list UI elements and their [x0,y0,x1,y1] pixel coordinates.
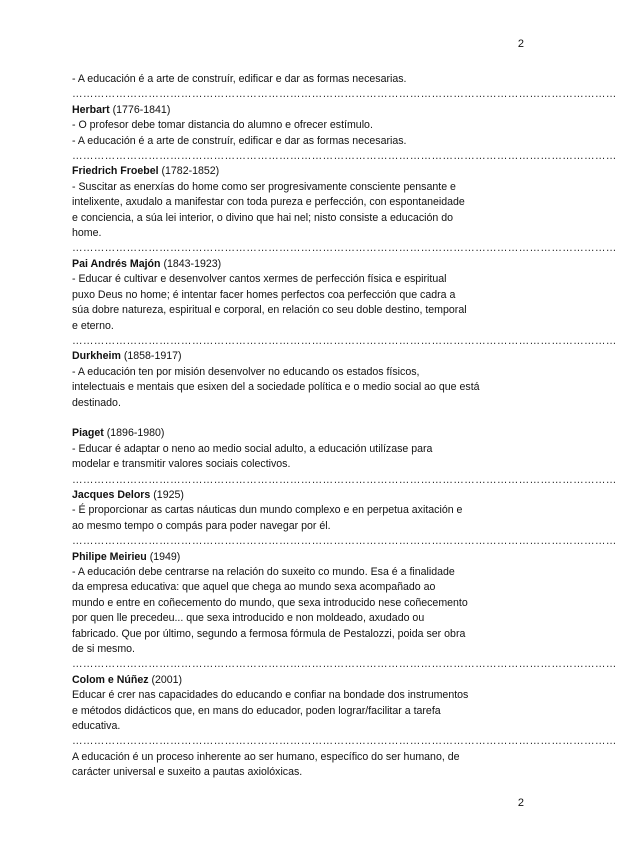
text-line: e métodos didácticos que, en mans do educador, poden lograr/facilitar a tarefa [72,704,441,717]
text-line: puxo Deus no home; é intentar facer homes perfectos coa perfección que cadra a [72,288,456,301]
dotted-separator: …………………………………………………………………………………………………………………………………… [72,473,617,486]
text-line: Educar é crer nas capacidades do educando e confiar na bondade dos instrumentos [72,689,469,702]
text-line: e eterno. [72,319,114,332]
text-line: - A educación é a arte de construír, edificar e dar as formas necesarias. [72,73,407,85]
author-name: Colom e Núñez [72,673,149,686]
dotted-separator: …………………………………………………………………………………………………………………………………… [72,735,617,748]
author-heading [72,103,532,118]
author-name: Herbart [72,103,110,116]
text-line: destinado. [72,396,121,409]
author-years: (2001) [148,673,183,686]
author-heading [72,673,532,688]
text-line: súa dobre natureza, espiritual e corporal, en relación co seu doble destino, temporal [72,304,467,317]
text-line: - Suscitar as enerxías do home como ser progresivamente consciente pensante e [72,180,456,193]
text-line: - É proporcionar as cartas náuticas dun mundo complexo e en perpetua axitación e [72,504,463,517]
text-line: home. [72,227,102,240]
text-line: e conciencia, a súa lei interior, o divino que hai nel; nisto consiste a educación do [72,211,454,224]
author-years: (1843-1923) [160,257,222,270]
document-body [72,72,617,781]
author-years: (1858-1917) [120,350,182,363]
text-line: fabricado. Que por último, segundo a fermosa fórmula de Pestalozzi, poida ser obra [72,627,466,640]
blank-line [72,411,532,426]
text-line: A educación é un proceso inherente ao ser humano, específico do ser humano, de [72,750,460,763]
text-line: intelixente, axudalo a manifestar con toda pureza e perfección, con espontaneidade [72,196,465,209]
author-name: Piaget [72,427,104,440]
author-heading [72,426,532,441]
text-line: - A educación ten por misión desenvolver no educando os estados físicos, [72,365,420,378]
text-line: educativa. [72,720,121,733]
dotted-separator: …………………………………………………………………………………………………………………………………… [72,334,617,347]
text-line: de si mesmo. [72,643,135,656]
author-name: Philipe Meirieu [72,550,147,563]
dotted-separator: …………………………………………………………………………………………………………………………………… [72,150,617,163]
dotted-separator: …………………………………………………………………………………………………………………………………… [72,535,617,548]
text-line: - O profesor debe tomar distancia do alumno e ofrecer estímulo. [72,119,373,132]
author-name: Jacques Delors [72,488,151,501]
author-heading [72,257,532,272]
author-years: (1776-1841) [109,103,171,116]
text-line: - A educación é a arte de construír, edificar e dar as formas necesarias. [72,134,407,147]
author-years: (1925) [150,488,184,501]
author-heading [72,488,532,503]
text-line: intelectuais e mentais que esixen del a sociedade política e o medio social ao que está [72,381,480,394]
text-line: mundo e entre en coñecemento do mundo, que sexa introducido nese coñecemento [72,596,468,609]
author-years: (1782-1852) [158,165,220,178]
text-line: carácter universal e suxeito a pautas axiolóxicas. [72,766,303,779]
author-heading [72,349,532,364]
text-line: - Educar é cultivar e desenvolver cantos xermes de perfección física e espiritual [72,273,447,286]
text-line: ao mesmo tempo o compás para poder navegar por él. [72,519,331,532]
author-heading [72,550,532,565]
text-line: - A educación debe centrarse na relación do suxeito co mundo. Esa é a finalidade [72,565,455,578]
author-heading [72,164,532,179]
author-years: (1949) [146,550,181,563]
dotted-separator: …………………………………………………………………………………………………………………………………… [72,658,617,671]
dotted-separator: …………………………………………………………………………………………………………………………………… [72,88,617,101]
page-number-top: 2 [517,38,524,50]
text-line: modelar e transmitir valores sociais colectivos. [72,458,291,471]
author-name: Friedrich Froebel [72,165,159,178]
author-name: Pai Andrés Majón [72,257,161,270]
author-years: (1896-1980) [103,427,165,440]
text-line: da empresa educativa: que aquel que chega ao mundo sexa acompañado ao [72,581,436,594]
page-number-bottom: 2 [517,797,524,809]
dotted-separator: …………………………………………………………………………………………………………………………………… [72,242,617,255]
author-name: Durkheim [72,350,121,363]
text-line: - Educar é adaptar o neno ao medio social adulto, a educación utilízase para [72,442,433,455]
text-line: por quen lle precedeu... que sexa introducido e non moldeado, axudado ou [72,612,425,625]
